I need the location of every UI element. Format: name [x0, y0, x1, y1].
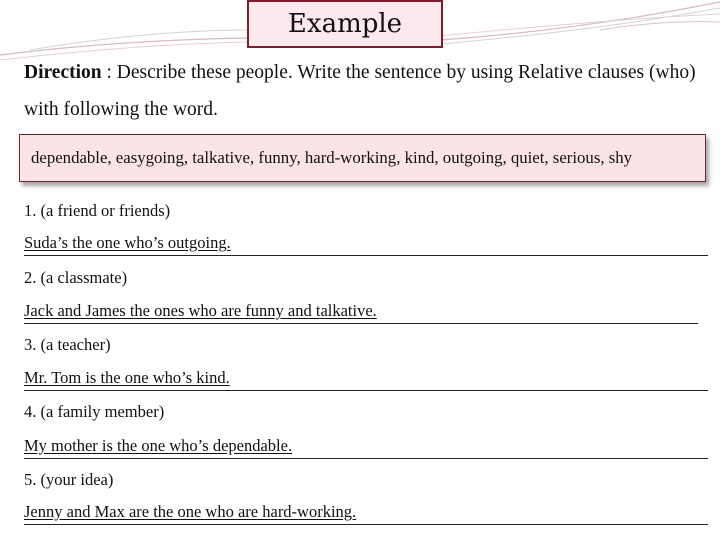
item-answer-4: My mother is the one who’s dependable. [24, 436, 293, 455]
direction-label: Direction [24, 62, 102, 83]
item-answer-1: Suda’s the one who’s outgoing. [24, 233, 231, 252]
item-prompt-5: 5. (your idea) [24, 470, 114, 489]
answer-line-4 [24, 436, 708, 459]
answer-line-2 [24, 301, 698, 324]
word-list-box [19, 134, 706, 182]
item-prompt-2: 2. (a classmate) [24, 268, 128, 287]
item-prompt-3: 3. (a teacher) [24, 335, 111, 354]
slide-title: Example [247, 0, 443, 48]
direction-text [24, 54, 714, 128]
direction-body: : Describe these people. Write the sentence by using Relative clauses (who) with following the word. [24, 62, 696, 120]
item-answer-5: Jenny and Max are the one who are hard-working. [24, 502, 357, 521]
item-prompt-4: 4. (a family member) [24, 402, 165, 421]
answer-line-5 [24, 502, 708, 525]
answer-line-1 [24, 233, 708, 256]
word-list: dependable, easygoing, talkative, funny, hard-working, kind, outgoing, quiet, serious, shy [31, 148, 633, 167]
item-answer-2: Jack and James the ones who are funny and talkative. [24, 301, 377, 320]
item-prompt-1: 1. (a friend or friends) [24, 201, 171, 220]
answer-line-3 [24, 368, 708, 391]
item-answer-3: Mr. Tom is the one who’s kind. [24, 368, 230, 387]
